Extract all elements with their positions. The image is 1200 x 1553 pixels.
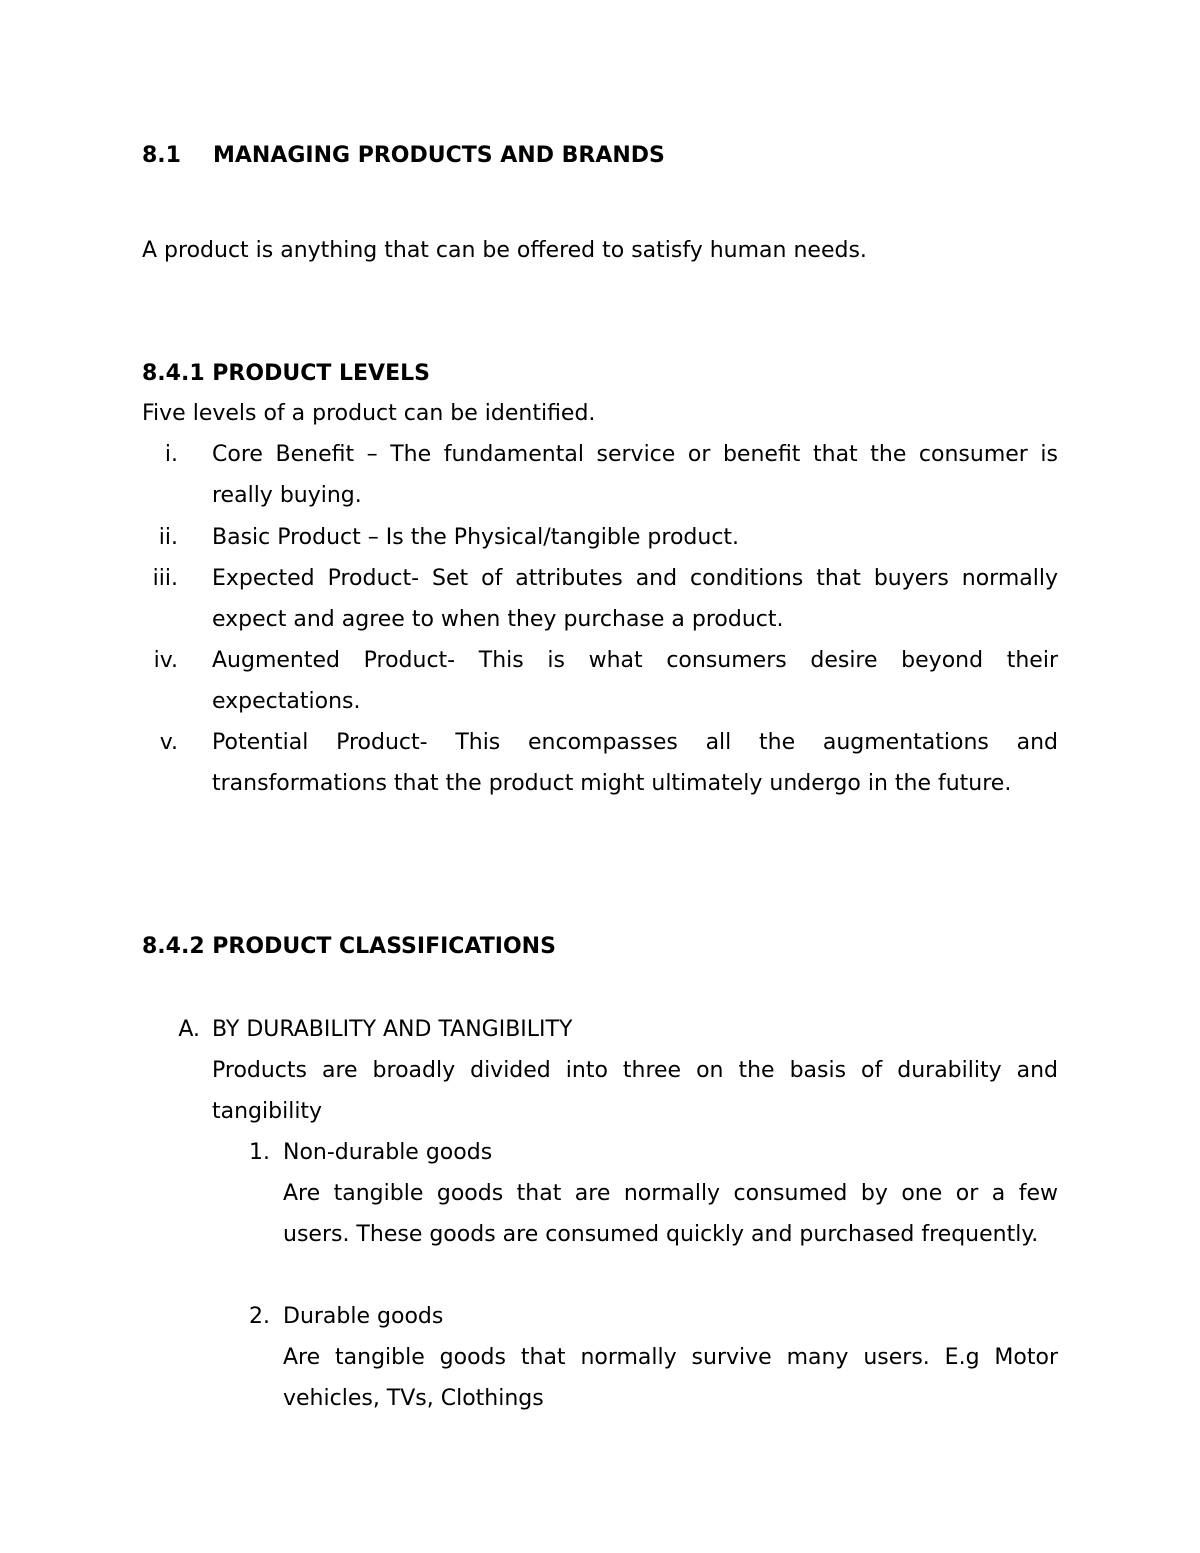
sub-list-title: Durable goods (283, 1304, 444, 1329)
group-marker: A. (178, 1017, 200, 1042)
sub-list-marker: 1. (249, 1140, 270, 1165)
list-item: Potential Product- This encompasses all the augmentations and transformations that the product might ultimately undergo in the future. (212, 730, 1058, 796)
sub-list-marker: 2. (249, 1304, 270, 1329)
list-item: Basic Product – Is the Physical/tangible product. (212, 525, 740, 550)
product-levels-heading: 8.4.1 PRODUCT LEVELS (142, 361, 430, 386)
sub-list-text: Are tangible goods that are normally consumed by one or a few users. These goods are consumed quickly and purchased frequently. (283, 1181, 1058, 1247)
product-levels-intro: Five levels of a product can be identified. (142, 401, 596, 426)
list-item: Core Benefit – The fundamental service or benefit that the consumer is really buying. (212, 442, 1058, 508)
list-marker: ii. (158, 525, 178, 550)
list-marker: v. (159, 730, 178, 755)
list-item: Augmented Product- This is what consumers desire beyond their expectations. (212, 648, 1058, 714)
sub-list-text: Are tangible goods that normally survive many users. E.g Motor vehicles, TVs, Clothings (283, 1345, 1058, 1411)
product-definition: A product is anything that can be offered to satisfy human needs. (142, 238, 867, 263)
list-marker: iii. (152, 566, 178, 591)
group-title: BY DURABILITY AND TANGIBILITY (212, 1017, 573, 1042)
list-marker: i. (164, 442, 178, 467)
list-item: Expected Product- Set of attributes and conditions that buyers normally expect and agree to when they purchase a product. (212, 566, 1058, 632)
section-title: MANAGING PRODUCTS AND BRANDS (213, 143, 665, 168)
list-marker: iv. (153, 648, 178, 673)
sub-list-title: Non-durable goods (283, 1140, 493, 1165)
product-classifications-heading: 8.4.2 PRODUCT CLASSIFICATIONS (142, 934, 556, 959)
section-number: 8.1 (142, 143, 181, 168)
group-description: Products are broadly divided into three on the basis of durability and tangibility (212, 1058, 1058, 1124)
